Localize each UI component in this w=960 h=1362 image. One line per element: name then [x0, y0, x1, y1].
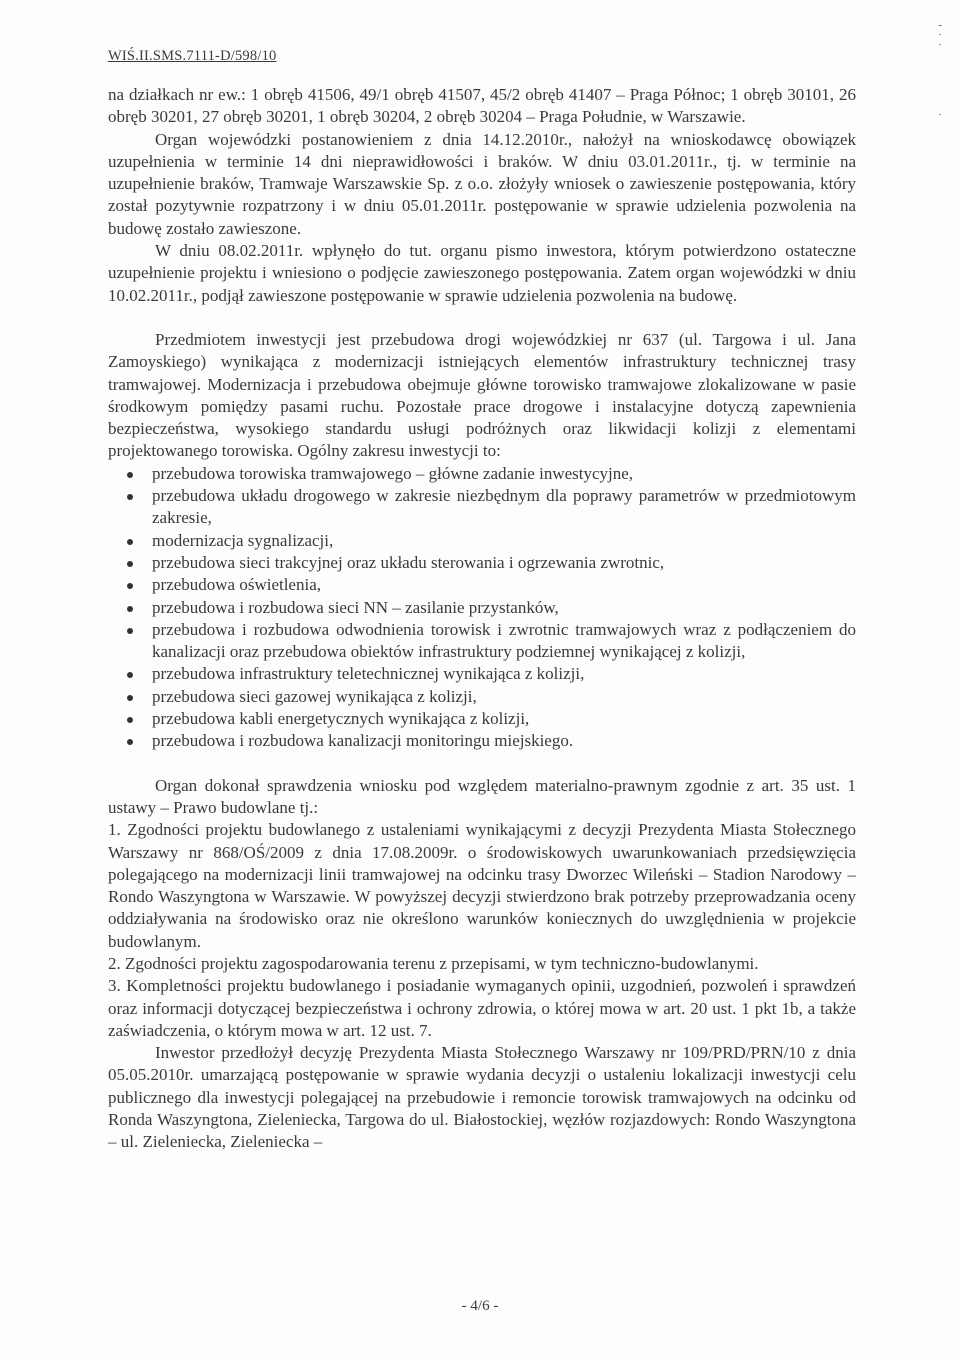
list-item: przebudowa oświetlenia, — [108, 574, 856, 596]
paragraph-parcels: na działkach nr ew.: 1 obręb 41506, 49/1 obręb 41507, 45/2 obręb 41407 – Praga Północ; 1 obręb 30101, 26 obręb 30201, 27 obręb 30201, 1 obręb 30204, 2 obręb 30204 – Praga Południe, w Warszawie. — [108, 85, 856, 127]
list-item: przebudowa kabli energetycznych wynikająca z kolizji, — [108, 708, 856, 730]
list-item: przebudowa i rozbudowa sieci NN – zasilanie przystanków, — [108, 597, 856, 619]
list-item: przebudowa sieci gazowej wynikająca z kolizji, — [108, 686, 856, 708]
verification-point: 3. Kompletności projektu budowlanego i posiadanie wymaganych opinii, uzgodnień, pozwoleń i sprawdzeń oraz informacji dotyczącej bezpieczeństwa i ochrony zdrowia, o której mowa w art. 20 ust. 1 pkt 1b, a także zaświadczenia, o którym mowa w art. 12 ust. 7. — [108, 976, 856, 1040]
document-body — [108, 84, 856, 1154]
paragraph-resumption: W dniu 08.02.2011r. wpłynęło do tut. organu pismo inwestora, którym potwierdzono ostateczne uzupełnienie projektu i wniesiono o podjęcie zawieszonego postępowania. Zatem organ wojewódzki w dniu 10.02.2011r., podjął zawieszone postępowanie w sprawie udzielenia pozwolenia na budowę. — [108, 241, 856, 305]
list-item: przebudowa infrastruktury teletechnicznej wynikająca z kolizji, — [108, 663, 856, 685]
list-item: przebudowa i rozbudowa odwodnienia torowisk i zwrotnic tramwajowych wraz z podłączeniem do kanalizacji oraz przebudowa obiektów infrastruktury podziemnej wynikającej z kolizji, — [108, 619, 856, 664]
paragraph-decision: Organ wojewódzki postanowieniem z dnia 14.12.2010r., nałożył na wnioskodawcę obowiązek uzupełnienia w terminie 14 dni nieprawidłowości i braków. W dniu 03.01.2011r., tj. w terminie na uzupełnienie braków, Tramwaje Warszawskie Sp. z o.o. złożyły wniosek o zawieszenie postępowania, który został pozytywnie rozpatrzony i w dniu 05.01.2011r. postępowanie w sprawie udzielenia pozwolenia na budowę zostało zawieszone. — [108, 129, 856, 238]
list-item: przebudowa torowiska tramwajowego – główne zadanie inwestycyjne, — [108, 463, 856, 485]
list-item: przebudowa sieci trakcyjnej oraz układu sterowania i ogrzewania zwrotnic, — [108, 552, 856, 574]
verification-point: 2. Zgodności projektu zagospodarowania terenu z przepisami, w tym techniczno-budowlanymi. — [108, 953, 759, 973]
list-item: modernizacja sygnalizacji, — [108, 530, 856, 552]
list-item: przebudowa i rozbudowa kanalizacji monitoringu miejskiego. — [108, 730, 856, 752]
scope-list — [108, 463, 856, 753]
paragraph-verification: Organ dokonał sprawdzenia wniosku pod względem materialno-prawnym zgodnie z art. 35 ust. 1 ustawy – Prawo budowlane tj.: — [108, 775, 856, 817]
document-reference: WIŚ.II.SMS.7111-D/598/10 — [108, 48, 277, 64]
paragraph-investment: Przedmiotem inwestycji jest przebudowa drogi wojewódzkiej nr 637 (ul. Targowa i ul. Jana Zamoyskiego) wynikająca z modernizacji istniejących elementów infrastruktury technicznej trasy tramwajowej. Modernizacja i przebudowa obejmuje główne torowisko tramwajowe zlokalizowane w pasie środkowym pomiędzy pasami ruchu. Pozostałe prace drogowe i instalacyjne dotyczą zapewnienia bezpieczeństwa, wysokiego standardu usługi podróżnych oraz likwidacji kolizji z elementami projektowanego torowiska. Ogólny zakresu inwestycji to: — [108, 329, 856, 461]
page-number: - 4/6 - — [461, 1298, 499, 1314]
list-item: przebudowa układu drogowego w zakresie niezbędnym dla poprawy parametrów w przedmiotowym zakresie, — [108, 485, 856, 530]
margin-marks: - · · · — [938, 19, 942, 121]
paragraph-investor: Inwestor przedłożył decyzję Prezydenta Miasta Stołecznego Warszawy nr 109/PRD/PRN/10 z dnia 05.05.2010r. umarzającą postępowanie w sprawie wydania decyzji o ustaleniu lokalizacji inwestycji celu publicznego dla inwestycji polegającej na przebudowie i remoncie torowisk tramwajowych na odcinku od Ronda Waszyngtona, Zieleniecka, Targowa do ul. Białostockiej, węzłów rozjazdowych: Rondo Waszyngtona – ul. Zieleniecka, Zieleniecka – — [108, 1043, 856, 1152]
verification-point: 1. Zgodności projektu budowlanego z ustaleniami wynikającymi z decyzji Prezydenta Miasta Stołecznego Warszawy nr 868/OŚ/2009 z dnia 17.08.2009r. o środowiskowych uwarunkowaniach przedsięwzięcia polegającego na modernizacji linii tramwajowej na odcinku trasy Dworzec Wileński – Stadion Narodowy – Rondo Waszyngtona w Warszawie. W powyższej decyzji stwierdzono brak potrzeby przeprowadzania oceny oddziaływania na środowisko oraz nie określono warunków koniecznych do uwzględnienia w projekcie budowlanym. — [108, 820, 856, 951]
